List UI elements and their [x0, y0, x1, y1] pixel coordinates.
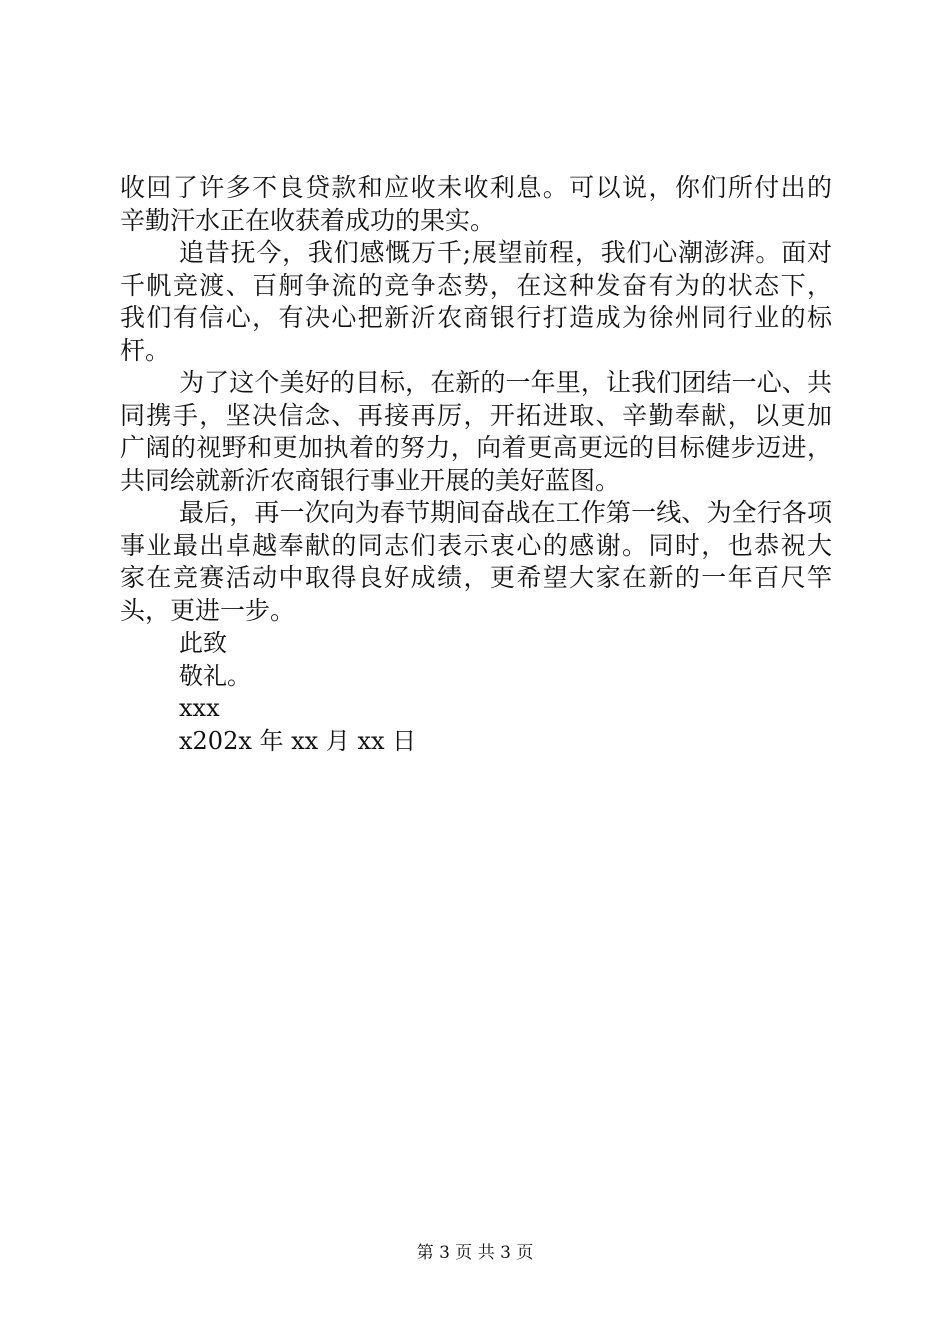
- paragraph-1: [120, 172, 832, 237]
- text-line: 最后，再一次向为春节期间奋战在工作第一线、为全行各项: [179, 498, 832, 527]
- text-line: 家在竞赛活动中取得良好成绩，更希望大家在新的一年百尺竿: [120, 563, 832, 592]
- closing-regards: 敬礼。: [179, 661, 251, 690]
- text-line: 杆。: [120, 335, 171, 365]
- text-line: 追昔抚今，我们感慨万千;展望前程，我们心潮澎湃。面对: [179, 238, 832, 267]
- text-line: 共同绘就新沂农商银行事业开展的美好蓝图。: [120, 465, 621, 495]
- paragraph-4: [120, 497, 832, 627]
- paragraph-2: [120, 237, 832, 367]
- paragraph-3: [120, 367, 832, 497]
- text-line: 千帆竞渡、百舸争流的竞争态势，在这种发奋有为的状态下，: [120, 270, 832, 300]
- text-line: 广阔的视野和更加执着的努力，向着更高更远的目标健步迈进，: [120, 433, 832, 462]
- text-line: 为了这个美好的目标，在新的一年里，让我们团结一心、共: [179, 368, 832, 397]
- text-line: 我们有信心，有决心把新沂农商银行打造成为徐州同行业的标: [120, 303, 832, 332]
- closing-salutation: 此致: [179, 629, 227, 657]
- letter-body: [120, 172, 832, 757]
- text-line: 头，更进一步。: [120, 595, 296, 625]
- letter-closing: [120, 627, 832, 757]
- letter-date: x202x 年 xx 月 xx 日: [179, 726, 417, 755]
- text-line: 收回了许多不良贷款和应收未收利息。可以说，你们所付出的: [120, 173, 832, 202]
- page-number-footer: 第 3 页 共 3 页: [416, 1243, 534, 1263]
- signature: xxx: [179, 694, 220, 722]
- text-line: 辛勤汗水正在收获着成功的果实。: [120, 205, 496, 235]
- text-line: 事业最出卓越奉献的同志们表示衷心的感谢。同时，也恭祝大: [120, 530, 832, 560]
- text-line: 同携手，坚决信念、再接再厉，开拓进取、辛勤奉献，以更加: [120, 400, 832, 430]
